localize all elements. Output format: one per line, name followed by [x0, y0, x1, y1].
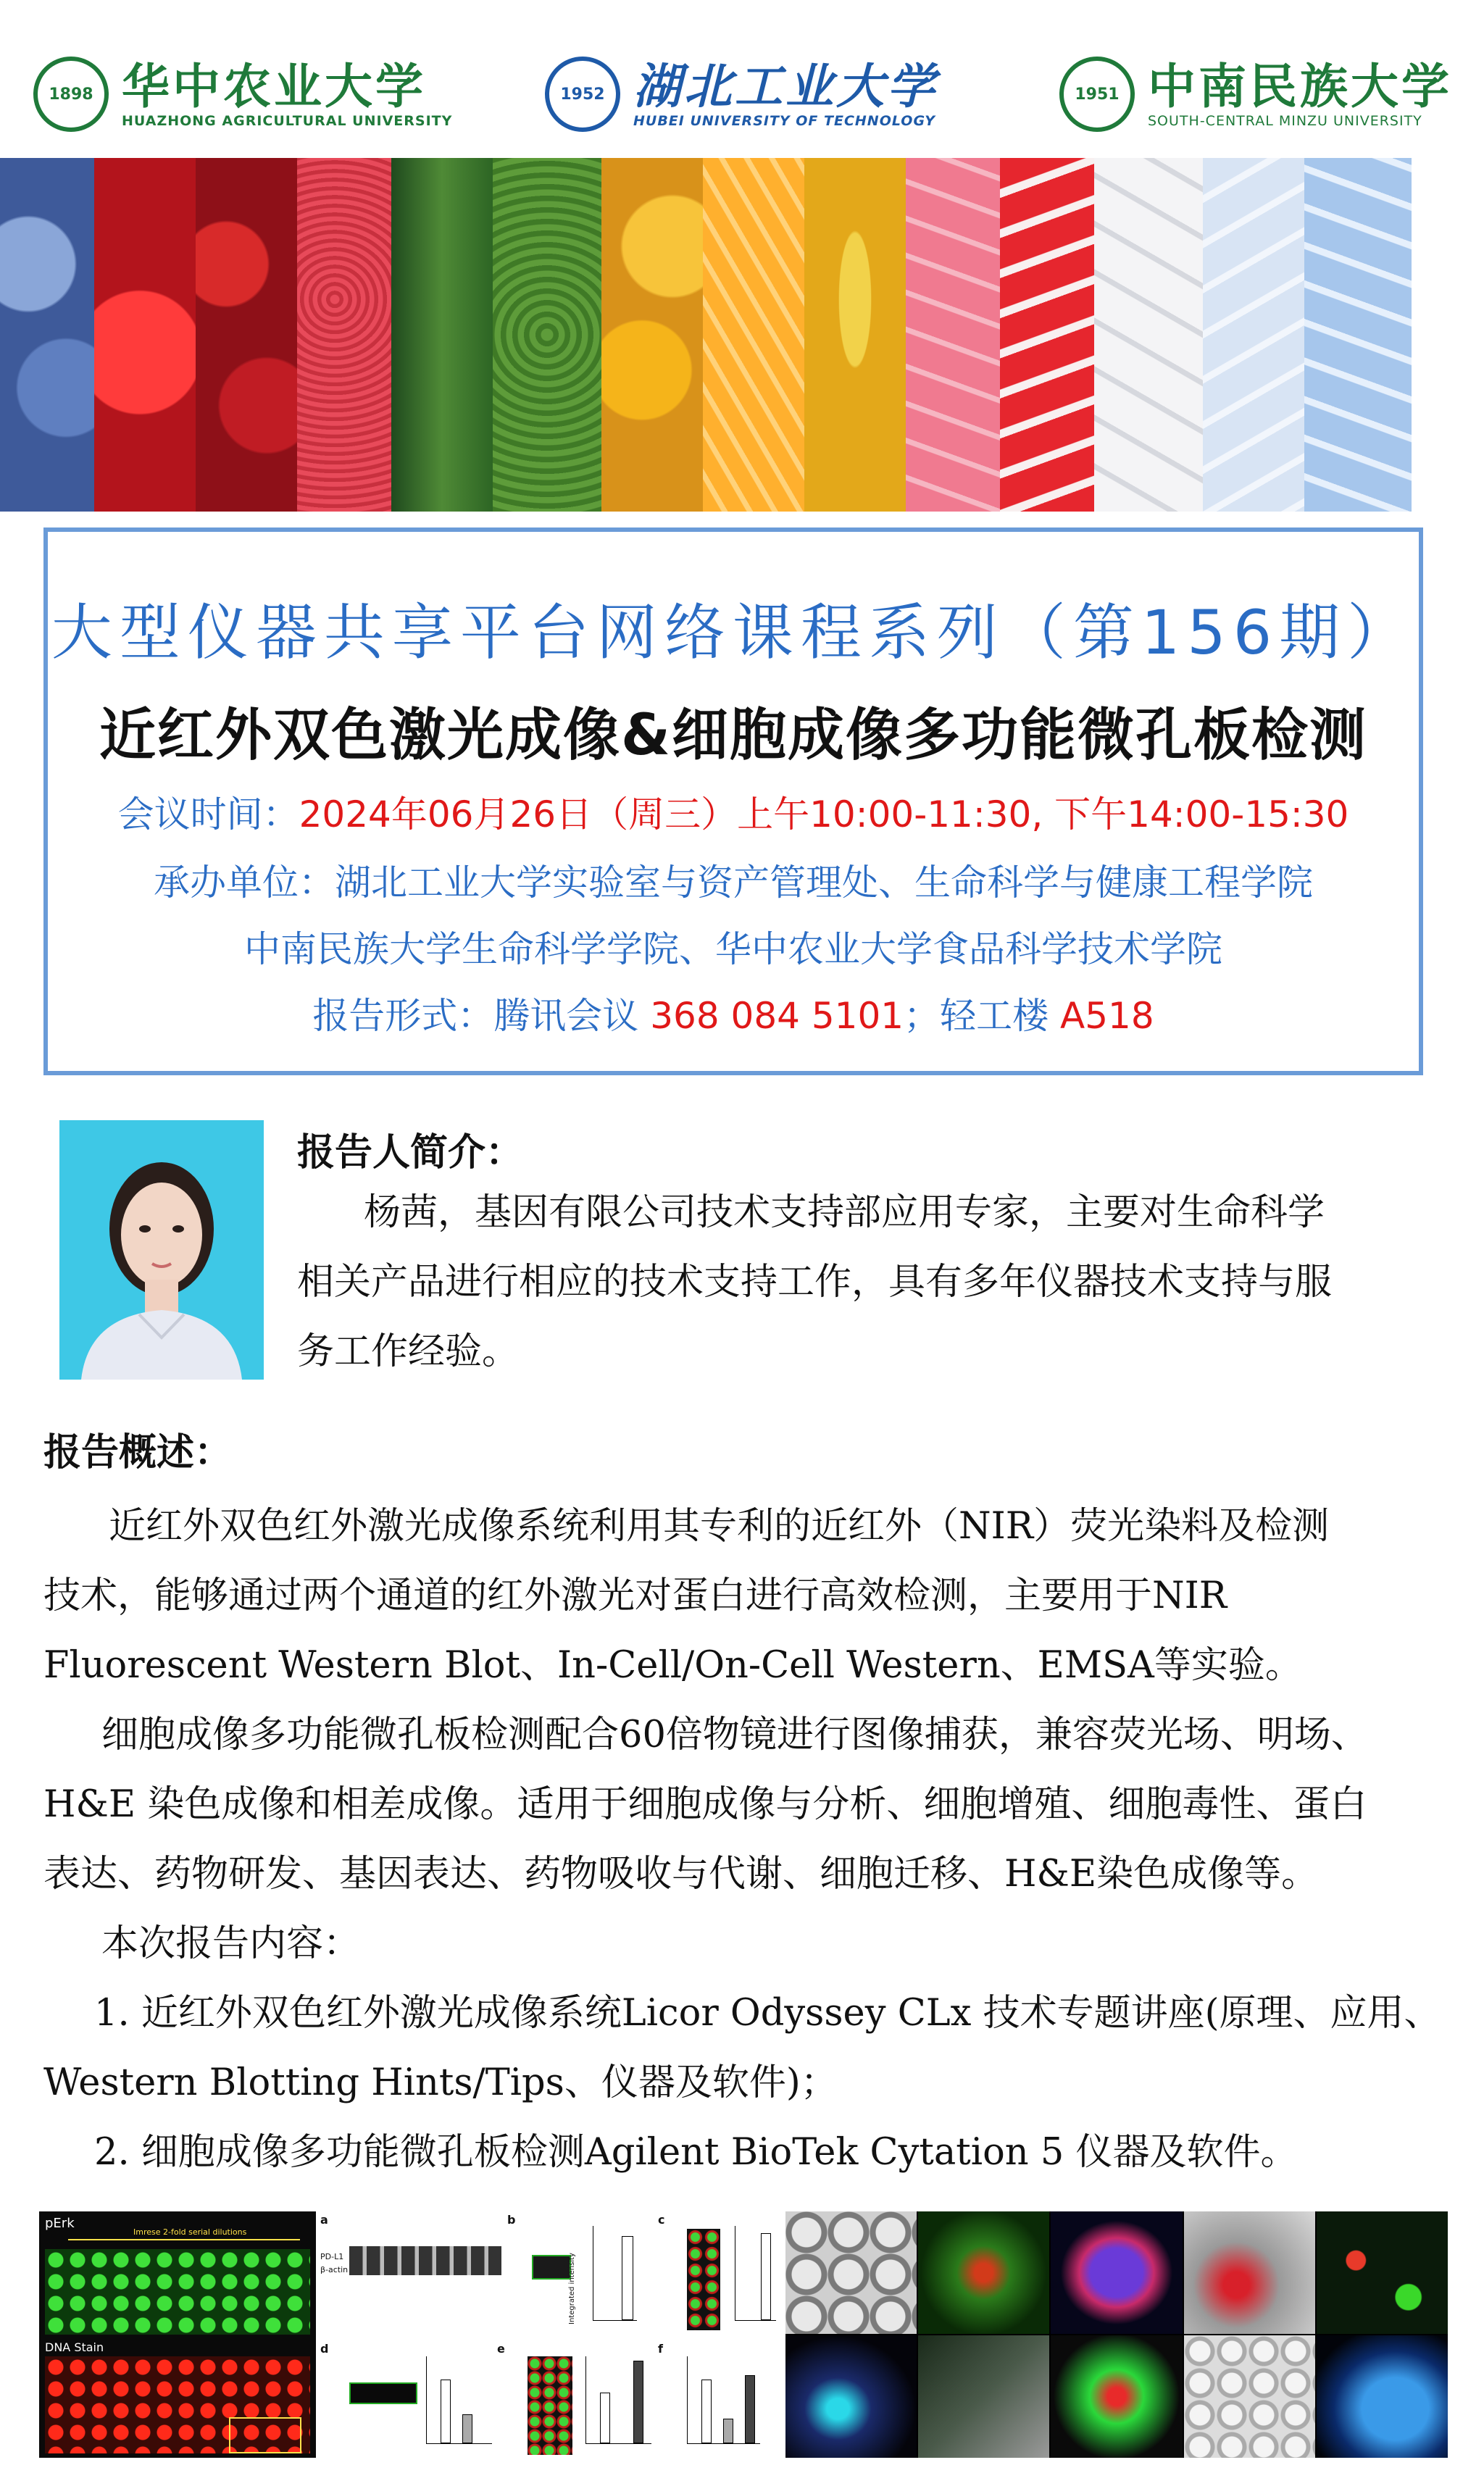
minzu-seal-icon: 1951: [1059, 57, 1135, 132]
3d-spheroid-blue-image: [1317, 2335, 1448, 2458]
organoid-image: [1051, 2211, 1182, 2334]
blue-pill-strip: [1304, 158, 1412, 512]
blueberry-strip: [0, 158, 94, 512]
speaker-heading: 报告人简介：: [297, 1131, 524, 1175]
minzu-name-en: SOUTH-CENTRAL MINZU UNIVERSITY: [1148, 113, 1422, 129]
microplate-wells-image: [785, 2211, 917, 2334]
light-blue-pill-strip: [1203, 158, 1304, 512]
report-format: [48, 987, 1419, 1039]
cherry-strip: [94, 158, 196, 512]
white-pill-strip: [1094, 158, 1203, 512]
hubei-seal-icon: 1952: [545, 57, 620, 132]
host-label: 承办单位：: [154, 862, 335, 904]
overview-p2-line-2: H&E 染色成像和相差成像。适用于细胞成像与分析、细胞增殖、细胞毒性、蛋白: [43, 1783, 1367, 1826]
logo-hubei: [545, 51, 938, 138]
host-line-2: 中南民族大学生命科学学院、华中农业大学食品科学技术学院: [244, 928, 1222, 970]
agenda-item-1-line-1: 1. 近红外双色红外激光成像系统Licor Odyssey CLx 技术专题讲座(原理、应用、: [94, 1992, 1441, 2035]
host-line-1: [48, 854, 1419, 906]
hubei-name-en: HUBEI UNIVERSITY OF TECHNOLOGY: [633, 113, 936, 129]
capsule-yellow-strip: [804, 158, 906, 512]
cucumber-strip: [391, 158, 493, 512]
overview-content-label: 本次报告内容：: [101, 1922, 361, 1965]
panel-letter-e: e: [497, 2342, 505, 2356]
huazhong-name-cn: 华中农业大学: [122, 58, 426, 114]
meeting-time: [48, 785, 1419, 838]
zebrafish-fluorescence-image: [785, 2335, 917, 2458]
logo-minzu: [1059, 51, 1452, 138]
cell-imaging-mosaic: [785, 2211, 1448, 2458]
panel-letter-a: a: [320, 2213, 328, 2227]
green-well-array: [45, 2249, 310, 2335]
minzu-name-cn: 中南民族大学: [1148, 58, 1452, 114]
zebrafish-brightfield-image: [918, 2335, 1049, 2458]
huazhong-seal-icon: 1898: [33, 57, 109, 132]
blot-caption: Imrese 2-fold serial dilutions: [133, 2227, 247, 2237]
red-capsule-strip: [1000, 158, 1094, 512]
overview-p1-line-3: Fluorescent Western Blot、In-Cell/On-Cell Western、EMSA等实验。: [43, 1644, 1302, 1687]
fluorescent-spheroid-image: [918, 2211, 1049, 2334]
overview-p2-line-3: 表达、药物研发、基因表达、药物吸收与代谢、细胞迁移、H&E染色成像等。: [43, 1853, 1319, 1896]
western-blot-panels-figure: [317, 2211, 783, 2458]
orange-strip: [703, 158, 804, 512]
protein-label-pdl1: PD-L1: [320, 2252, 344, 2261]
microplate-blot-figure: [39, 2211, 316, 2458]
speaker-bio-line-2: 相关产品进行相应的技术支持工作，具有多年仪器技术支持与服: [297, 1261, 1333, 1304]
agenda-item-2: 2. 细胞成像多功能微孔板检测Agilent BioTek Cytation 5 仪器及软件。: [94, 2131, 1298, 2174]
pink-pill-strip: [906, 158, 1000, 512]
panel-letter-c: c: [658, 2213, 665, 2227]
speaker-bio-line-3: 务工作经验。: [297, 1330, 520, 1373]
stained-tissue-image: [1317, 2211, 1448, 2334]
logo-huazhong: [33, 51, 452, 138]
axis-label-intensity: Integrated intensity: [568, 2253, 576, 2324]
meeting-time-value: 2024年06月26日（周三）上午10:00-11:30, 下午14:00-15:30: [299, 793, 1349, 835]
tencent-meeting-id[interactable]: 368 084 5101: [650, 995, 904, 1037]
overview-p2-line-1: 细胞成像多功能微孔板检测配合60倍物镜进行图像捕获，兼容荧光场、明场、: [101, 1714, 1368, 1756]
panel-letter-f: f: [658, 2342, 663, 2356]
format-separator: ；轻工楼: [904, 995, 1061, 1037]
broccoli-strip: [493, 158, 601, 512]
overview-p1-line-2: 技术，能够通过两个通道的红外激光对蛋白进行高效检测，主要用于NIR: [43, 1575, 1227, 1617]
agenda-item-1-line-2: Western Blotting Hints/Tips、仪器及软件)；: [43, 2061, 838, 2104]
meeting-time-label: 会议时间：: [117, 793, 299, 835]
host-value-1: 湖北工业大学实验室与资产管理处、生命科学与健康工程学院: [335, 862, 1313, 904]
huazhong-name-en: HUAZHONG AGRICULTURAL UNIVERSITY: [122, 113, 453, 129]
main-title: 近红外双色激光成像&细胞成像多功能微孔板检测: [99, 703, 1368, 768]
brightfield-cells-image: [1184, 2211, 1315, 2334]
blot-label-dna-stain: DNA Stain: [45, 2340, 104, 2354]
panel-letter-d: d: [320, 2342, 329, 2356]
overview-p1-line-1: 近红外双色红外激光成像系统利用其专利的近红外（NIR）荧光染料及检测: [109, 1505, 1330, 1548]
speaker-photo: [59, 1120, 264, 1380]
cytoskeleton-image: [1051, 2335, 1182, 2458]
protein-label-actin: β-actin: [320, 2265, 349, 2274]
speaker-bio-line-1: 杨茜，基因有限公司技术支持部应用专家，主要对生命科学: [364, 1191, 1325, 1234]
physalis-strip: [601, 158, 703, 512]
format-label: 报告形式：腾讯会议: [312, 995, 651, 1037]
overview-heading: 报告概述：: [43, 1431, 233, 1475]
series-title: 大型仪器共享平台网络课程系列（第156期）: [51, 597, 1416, 668]
panel-letter-b: b: [507, 2213, 516, 2227]
raspberry-strip: [297, 158, 391, 512]
embryo-cells-image: [1184, 2335, 1315, 2458]
redcurrant-strip: [196, 158, 297, 512]
blot-label-perk: pErk: [45, 2216, 75, 2231]
event-info-box: [43, 527, 1423, 1075]
banner-image: [0, 158, 1484, 512]
room-number: A518: [1060, 995, 1154, 1037]
hubei-name-cn: 湖北工业大学: [633, 58, 938, 114]
